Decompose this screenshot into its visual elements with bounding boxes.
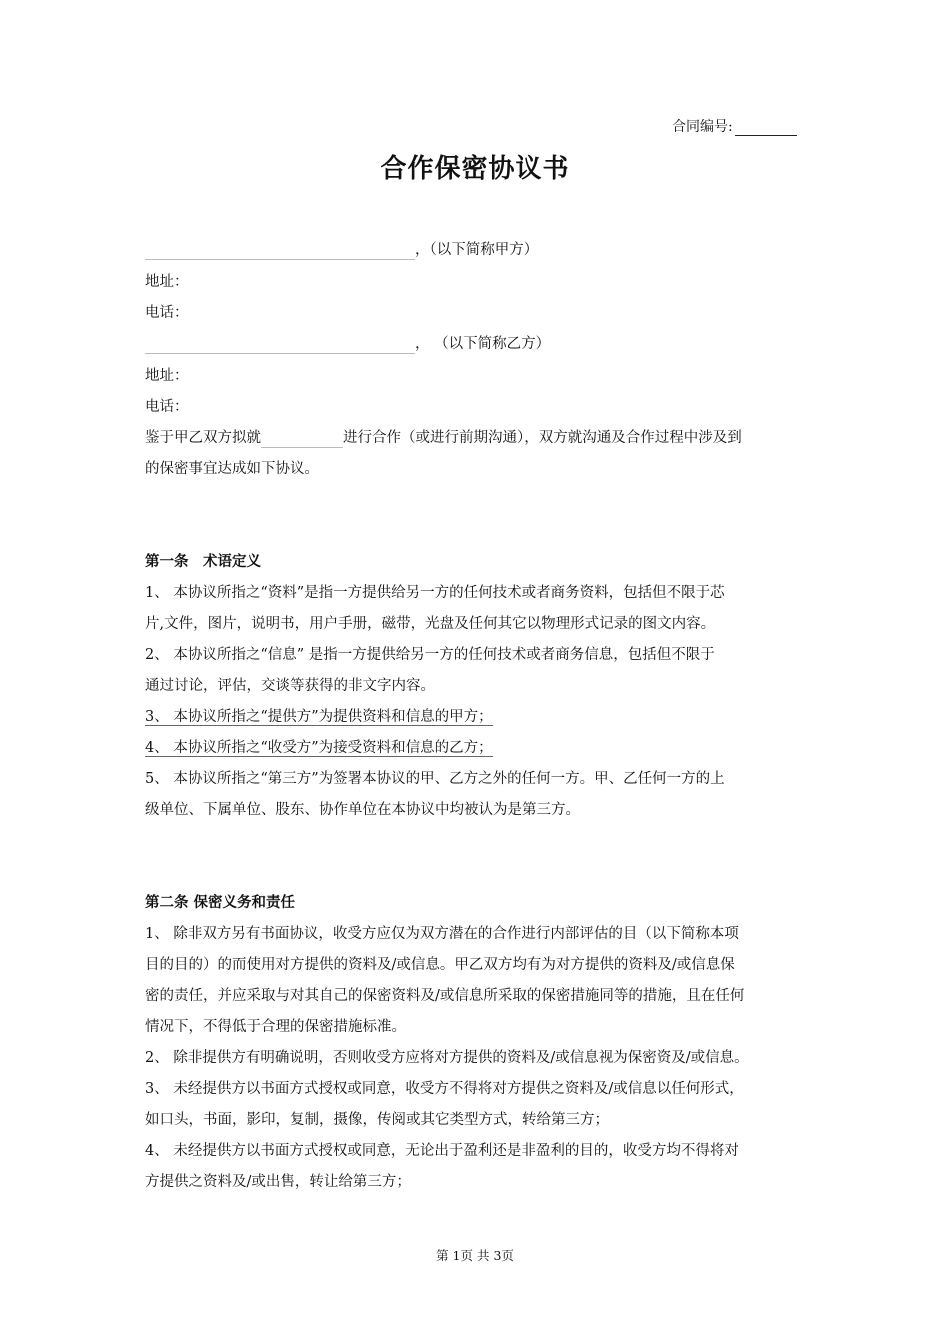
article-2-line: 1、 除非双方另有书面协议，收受方应仅为双方潜在的合作进行内部评估的目（以下简称本项	[145, 926, 739, 942]
project-blank	[261, 429, 343, 448]
contract-number-blank	[735, 121, 797, 136]
article-2-line: 4、 未经提供方以书面方式授权或同意，无论出于盈利还是非盈利的目的，收受方均不得将对	[145, 1143, 739, 1159]
party-a-name-blank	[145, 241, 415, 260]
article-2-line: 方提供之资料及/或出售，转让给第三方；	[145, 1174, 411, 1190]
article-1-line: 2、 本协议所指之“信息” 是指一方提供给另一方的任何技术或者商务信息，包括但不限于	[145, 647, 715, 663]
preamble-line-1	[145, 428, 742, 448]
article-1-line: 1、 本协议所指之“资料”是指一方提供给另一方的任何技术或者商务资料，包括但不限于芯	[145, 585, 725, 601]
article-2-line: 情况下，不得低于合理的保密措施标准。	[145, 1019, 406, 1035]
article-1-line: 级单位、下属单位、股东、协作单位在本协议中均被认为是第三方。	[145, 802, 580, 818]
party-b-address: 地址：	[145, 368, 189, 384]
preamble-text-a: 鉴于甲乙双方拟就	[145, 430, 261, 446]
article-2-line: 如口头，书面，影印，复制，摄像，传阅或其它类型方式，转给第三方；	[145, 1112, 609, 1128]
article-1-line-text: 4、 本协议所指之“收受方”为接受资料和信息的乙方；	[145, 740, 493, 756]
party-a-line	[145, 240, 538, 260]
contract-number	[672, 116, 797, 136]
article-1-line: 通过讨论，评估，交谈等获得的非文字内容。	[145, 678, 435, 694]
party-b-suffix: ， （以下简称乙方）	[415, 336, 551, 352]
preamble-text-b: 进行合作（或进行前期沟通），双方就沟通及合作过程中涉及到	[343, 430, 742, 446]
party-a-address: 地址：	[145, 274, 189, 290]
document-title: 合作保密协议书	[380, 154, 570, 184]
article-2-line: 目的目的）的而使用对方提供的资料及/或信息。甲乙双方均有为对方提供的资料及/或信息保	[145, 957, 735, 973]
page-footer: 第 1页 共 3页	[436, 1248, 514, 1263]
article-1-heading: 第一条 术语定义	[145, 553, 261, 570]
article-2-line: 2、 除非提供方有明确说明，否则收受方应将对方提供的资料及/或信息视为保密资及/或信息。	[145, 1050, 749, 1066]
party-a-suffix: ，（以下简称甲方）	[415, 242, 539, 258]
article-1-line-text: 3、 本协议所指之“提供方”为提供资料和信息的甲方；	[145, 709, 493, 725]
article-2-heading: 第二条 保密义务和责任	[145, 894, 296, 911]
article-1-line	[145, 707, 493, 727]
party-b-phone: 电话：	[145, 399, 189, 415]
article-1-line: 片,文件，图片，说明书，用户手册，磁带，光盘及任何其它以物理形式记录的图文内容。	[145, 616, 716, 632]
article-2-line: 3、 未经提供方以书面方式授权或同意，收受方不得将对方提供之资料及/或信息以任何形式，	[145, 1081, 744, 1097]
preamble-line-2: 的保密事宜达成如下协议。	[145, 461, 319, 477]
party-a-phone: 电话：	[145, 305, 189, 321]
contract-number-label: 合同编号:	[672, 119, 733, 135]
article-1-line: 5、 本协议所指之“第三方”为签署本协议的甲、乙方之外的任何一方。甲、乙任何一方的上	[145, 771, 725, 787]
party-b-name-blank	[145, 335, 415, 354]
article-2-line: 密的责任，并应采取与对其自己的保密资料及/或信息所采取的保密措施同等的措施，且在任何	[145, 988, 745, 1004]
party-b-line	[145, 334, 550, 354]
article-1-line	[145, 738, 493, 758]
